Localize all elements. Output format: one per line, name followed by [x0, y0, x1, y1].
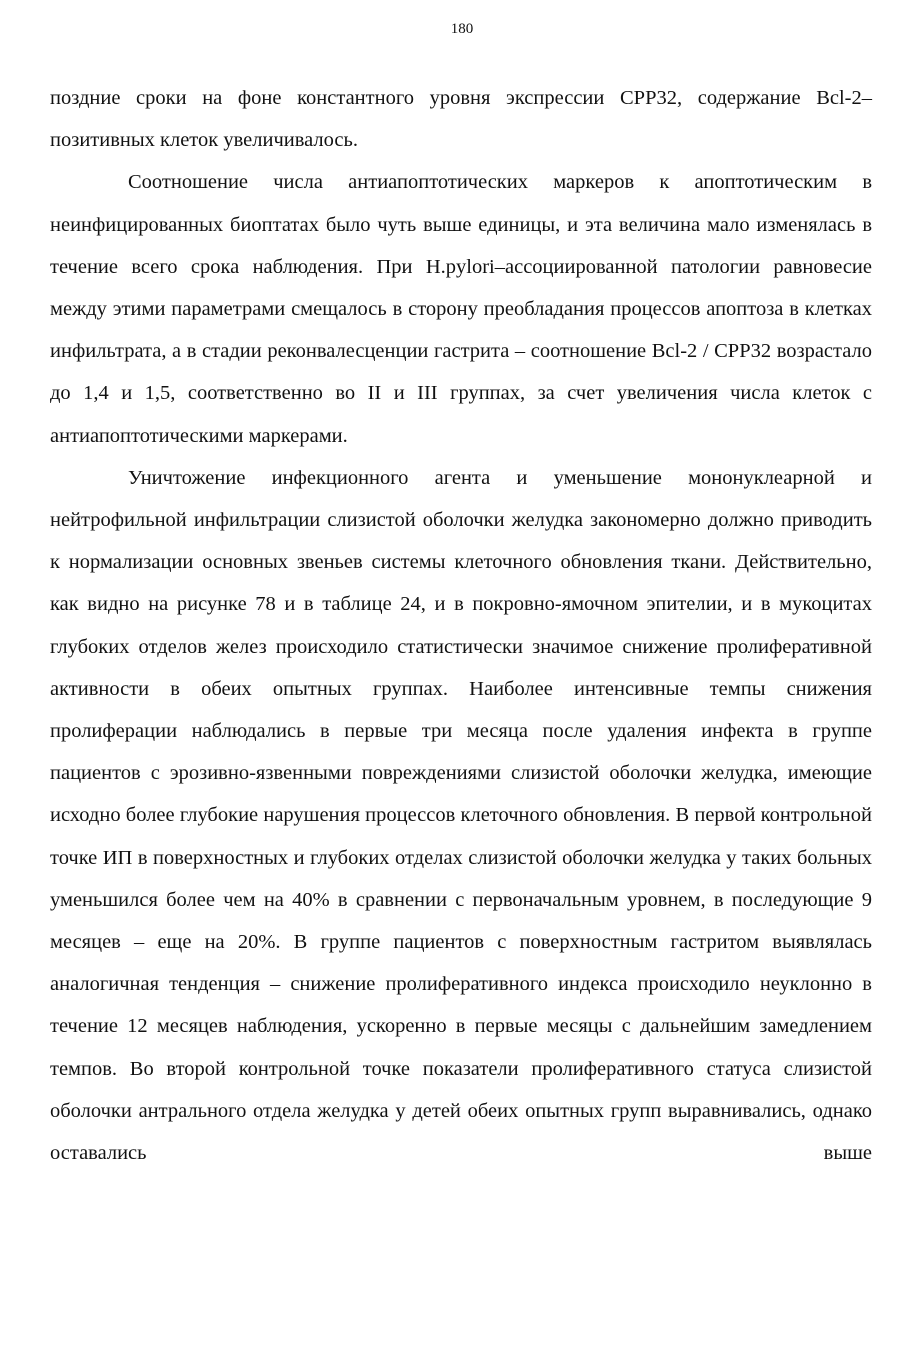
paragraph-proliferation-decline: Уничтожение инфекционного агента и уменьшение мононуклеарной и нейтрофильной инфильтрации слизистой оболочки желудка закономерно должно приводить к нормализации основных звеньев системы клеточного обновления ткани. Действительно, как видно на рисунке 78 и в таблице 24, и в покровно-ямочном эпителии, и в мукоцитах глубоких отделов желез происходило статистически значимое снижение пролиферативной активности в обеих опытных группах. Наиболее интенсивные темпы снижения пролиферации наблюдались в первые три месяца после удаления инфекта в группе пациентов с эрозивно-язвенными повреждениями слизистой оболочки желудка, имеющие исходно более глубокие нарушения процессов клеточного обновления. В первой контрольной точке ИП в поверхностных и глубоких отделах слизистой оболочки желудка у таких больных уменьшился более чем на 40% в сравнении с первоначальным уровнем, в последующие 9 месяцев – еще на 20%. В группе пациентов с поверхностным гастритом выявлялась аналогичная тенденция – снижение пролиферативного индекса происходило неуклонно в течение 12 месяцев наблюдения, ускоренно в первые месяцы с дальнейшим замедлением темпов. Во второй контрольной точке показатели пролиферативного статуса слизистой оболочки антрального отдела желудка у детей обеих опытных групп выравнивались, однако оставались выше	[50, 466, 872, 1165]
paragraph-continuation: поздние сроки на фоне константного уровня экспрессии CPP32, содержание Bcl-2–позитивных клеток увеличивалось.	[50, 87, 872, 152]
body-text	[50, 77, 872, 1174]
page-number: 180	[450, 21, 474, 37]
paragraph-antiapoptotic-ratio: Соотношение числа антиапоптотических маркеров к апоптотическим в неинфицированных биоптатах было чуть выше единицы, и эта величина мало изменялась в течение всего срока наблюдения. При H.pylori–ассоциированной патологии равновесие между этими параметрами смещалось в сторону преобладания процессов апоптоза в клетках инфильтрата, а в стадии реконвалесценции гастрита – соотношение Bcl-2 / CPP32 возрастало до 1,4 и 1,5, соответственно во II и III группах, за счет увеличения числа клеток с антиапоптотическими маркерами.	[50, 171, 872, 447]
